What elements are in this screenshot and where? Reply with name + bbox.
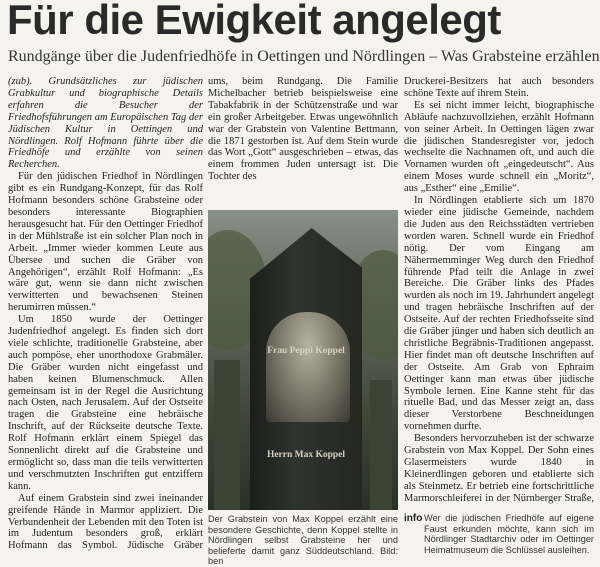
portrait-plaque	[266, 312, 350, 422]
info-label: info	[404, 513, 423, 524]
side-gravestone	[370, 380, 392, 510]
article-column-2	[208, 76, 398, 206]
article-column-1	[8, 76, 203, 552]
side-gravestone	[214, 360, 240, 510]
photo-caption: Der Grabstein von Max Koppel erzählt eine besondere Geschichte, denn Koppel stellte in Nördlingen selbst Grabsteine her und belieferte damit ganz Süddeutschland. Bild: ben	[208, 514, 398, 567]
paragraph: Für den jüdischen Friedhof in Nördlingen gibt es ein Rundgang-Konzept, für das Rolf Hofmann besonders schöne Grabsteine oder besonders interessante Biographien herausgesucht hat. Für den Oettinger Friedhof in der Mühlstraße ist ein solcher Plan noch in Arbeit. „Immer wieder kommen Leute aus Übersee und suchen die Gräber von Angehörigen“, erzählt Rolf Hofmann: „Es wäre gut, wenn sie dann nicht zwischen verwitterten und bewachsenen Steinen herumirren müssen.“	[8, 171, 203, 314]
paragraph: Besonders hervorzuheben ist der schwarze Grabstein von Max Koppel. Der Sohn eines Glasermeisters wurde 1840 in Kleinerdlingen geboren und etablierte sich als Steinmetz. Er betrieb eine fortschrittliche Marmorschleiferei in der Nürnberger Straße,	[404, 433, 594, 504]
inscription-line: Frau Peppi Koppel	[267, 346, 345, 356]
info-box-text: Wer die jüdischen Friedhöfe auf eigene Faust erkunden möchte, kann sich im Nördlinger Stadtarchiv oder im Oettinger Heimatmuseum die Schlüssel ausleihen.	[424, 513, 594, 555]
paragraph: Um 1850 wurde der Oettinger Judenfriedhof angelegt. Es finden sich dort viele schlichte, traditionelle Grabsteine, aber auch pompöse, eher unorthodoxe Grabmäler. Die Gräber wurden nicht eingefasst und haben keinen Blumenschmuck. Allen gemeinsam ist in der Regel die Ausrichtung nach Osten, nach Jerusalem. Auf der Ostseite tragen die Grabsteine eine hebräische Inschrift, auf der Rückseite deutsche Texte. Rolf Hofmann erklärt einem Spiegel das Sonnenlicht direkt auf die Grabsteine und ermöglicht so, dass man die teils verwitterten und verschmutzten Inschriften gut entziffern kann.	[8, 314, 203, 492]
subheadline: Rundgänge über die Judenfriedhöfe in Oettingen und Nördlingen – Was Grabsteine erzählen	[8, 48, 600, 65]
article-column-3	[404, 76, 594, 506]
paragraph: Druckerei-Besitzers hat auch besonders schöne Texte auf ihrem Stein.	[404, 76, 594, 99]
inscription-line: Herrn Max Koppel	[266, 450, 346, 460]
article-intro: (zub). Grundsätzliches zur jüdischen Grabkultur und biographische Details erfahren die Besucher der Friedhofsführungen am Europäischen Tag der Jüdischen Kultur in Oettingen und Nördlingen. Rolf Hofmann führte über die Friedhöfe und erzählte von seinen Recherchen.	[8, 76, 203, 171]
paragraph: ums, beim Rundgang. Die Familie Michelbacher betrieb beispielsweise eine Tabakfabrik in der Schützenstraße und war ein großer Arbeitgeber. Etwas ungewöhnlich war der Grabstein von Valentine Bettmann, die 1871 gestorben ist. Auf dem Stein wurde das Wort „Gott“ ausgeschrieben – etwas, das einem frommen Juden untersagt ist. Die Tochter des	[208, 76, 398, 183]
paragraph: Es sei nicht immer leicht, biographische Abläufe nachzuvollziehen, erzählt Hofmann von seiner Arbeit. In Oettingen lägen zwar die jüdischen Standesregister vor, jedoch wechselte die Nachnamen oft, und auch die Vornamen wurden oft „eingedeutscht“. Aus einem Moses wurde schnell ein „Moritz“, aus „Esther“ eine „Emilie“.	[404, 99, 594, 195]
gravestone-photo	[208, 210, 398, 510]
paragraph: Auf einem Grabstein sind zwei ineinander greifende Hände in Marmor appliziert. Die Verbundenheit der Lebenden mit den Toten ist im Judentum besonders groß, erklärt Hofmann das Symbol. Jüdische Gräber	[8, 492, 203, 552]
headline: Für die Ewigkeit angelegt	[7, 0, 501, 43]
paragraph: In Nördlingen etablierte sich um 1870 wieder eine jüdische Gemeinde, nachdem die Juden aus den Reichsstädten vertrieben worden waren. Schnell wurde ein Friedhof nötig. Der vom Eingang am Nähermemminger Weg durch den Friedhof führende Pfad teilt die Anlage in zwei Bereiche. Die Gräber links des Pfades wurden als noch im 19. Jahrhundert angelegt und tragen hebräische Inschriften auf der Ostseite. Auf der rechten Friedhofsseite sind die Gräber jünger und haben sich deutlich an christliche Begräbnis-Traditionen angepasst. Hier findet man oft deutsche Inschriften auf der Ostseite. Am Grab von Ephraim Oettinger kann man etwas über jüdische Symbole lernen. Eine Kanne steht für das rituelle Bad, und das Messer zeigt an, dass dieser Verstorbene Beschneidungen vornehmen durfte.	[404, 195, 594, 433]
